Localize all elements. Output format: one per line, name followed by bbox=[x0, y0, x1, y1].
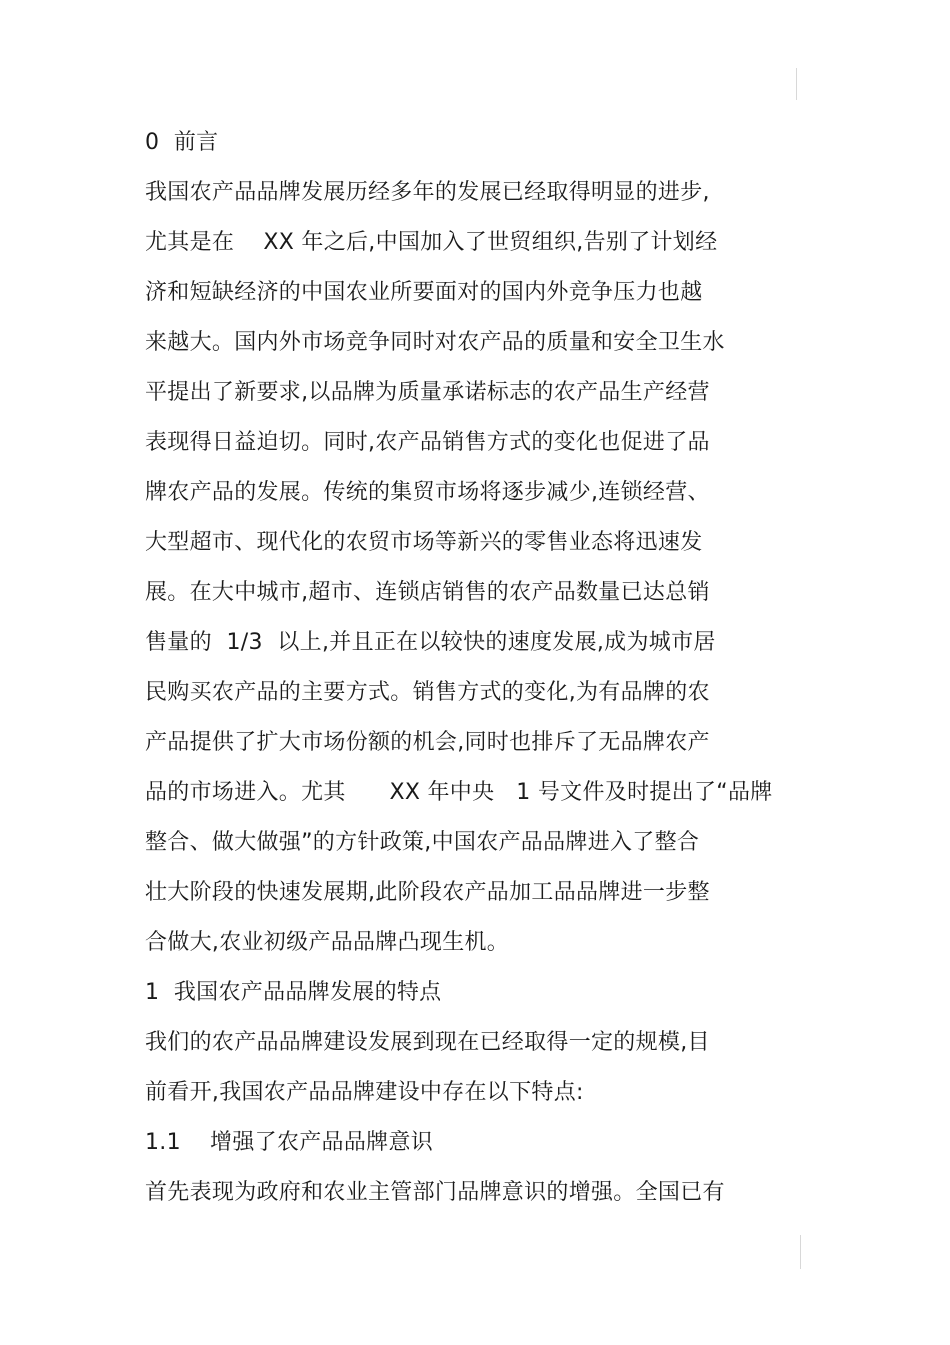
text-line: 大型超市、现代化的农贸市场等新兴的零售业态将迅速发 bbox=[145, 530, 703, 555]
text-line: 售量的 1/3 以上,并且正在以较快的速度发展,成为城市居 bbox=[145, 630, 716, 655]
text-line: 我们的农产品品牌建设发展到现在已经取得一定的规模,目 bbox=[145, 1030, 710, 1055]
page-edge-mark-bottom bbox=[800, 1235, 801, 1269]
text-line: 来越大。国内外市场竞争同时对农产品的质量和安全卫生水 bbox=[145, 330, 725, 355]
text-line: 平提出了新要求,以品牌为质量承诺标志的农产品生产经营 bbox=[145, 380, 710, 405]
text-line: 济和短缺经济的中国农业所要面对的国内外竞争压力也越 bbox=[145, 280, 703, 305]
heading-preface: 0 前言 bbox=[145, 130, 219, 155]
text-line: 壮大阶段的快速发展期,此阶段农产品加工品品牌进一步整 bbox=[145, 880, 710, 905]
text-line: 产品提供了扩大市场份额的机会,同时也排斥了无品牌农产 bbox=[145, 730, 710, 755]
text-line: 展。在大中城市,超市、连锁店销售的农产品数量已达总销 bbox=[145, 580, 710, 605]
text-line: 尤其是在 XX 年之后,中国加入了世贸组织,告别了计划经 bbox=[145, 230, 718, 255]
text-line: 表现得日益迫切。同时,农产品销售方式的变化也促进了品 bbox=[145, 430, 710, 455]
heading-section-1: 1 我国农产品品牌发展的特点 bbox=[145, 980, 442, 1005]
text-line: 合做大,农业初级产品品牌凸现生机。 bbox=[145, 930, 510, 955]
page-edge-mark-top bbox=[796, 68, 797, 100]
heading-section-1-1: 1.1 增强了农产品品牌意识 bbox=[145, 1130, 434, 1155]
text-line: 首先表现为政府和农业主管部门品牌意识的增强。全国已有 bbox=[145, 1180, 725, 1205]
text-line: 品的市场进入。尤其 XX 年中央 1 号文件及时提出了“品牌 bbox=[145, 780, 773, 805]
text-line: 整合、做大做强”的方针政策,中国农产品品牌进入了整合 bbox=[145, 830, 700, 855]
text-line: 民购买农产品的主要方式。销售方式的变化,为有品牌的农 bbox=[145, 680, 710, 705]
text-line: 牌农产品的发展。传统的集贸市场将逐步减少,连锁经营、 bbox=[145, 480, 710, 505]
text-line: 前看开,我国农产品品牌建设中存在以下特点: bbox=[145, 1080, 584, 1105]
text-line: 我国农产品品牌发展历经多年的发展已经取得明显的进步, bbox=[145, 180, 710, 205]
